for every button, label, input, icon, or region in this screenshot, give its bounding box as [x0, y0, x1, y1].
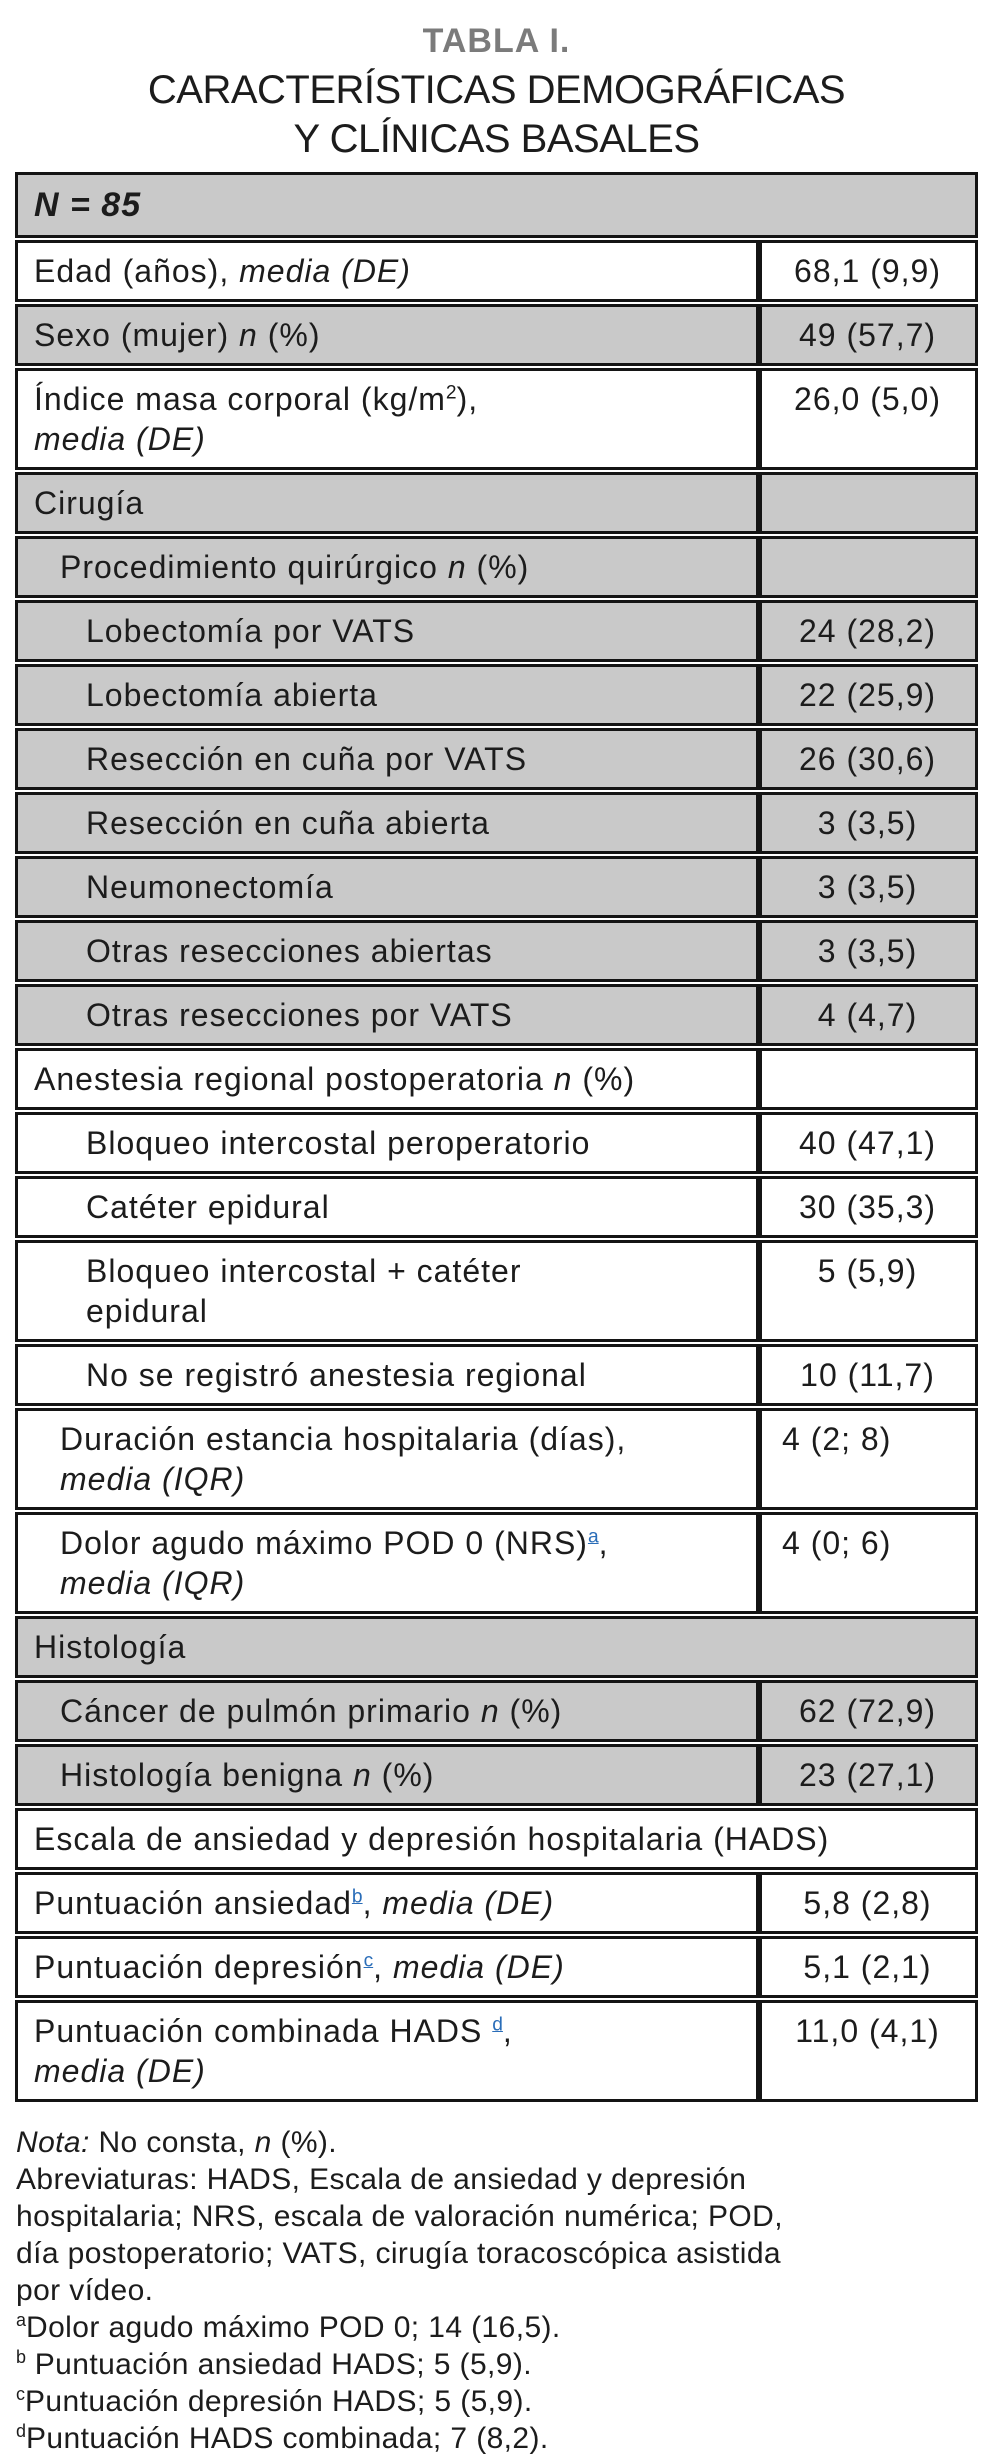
text-segment: Duración estancia hospitalaria (días),: [60, 1421, 627, 1457]
table-row: [15, 368, 978, 470]
row-label: [15, 1112, 759, 1174]
footnote: [16, 2420, 979, 2457]
text-segment: día postoperatorio; VATS, cirugía toracoscópica asistida: [16, 2237, 782, 2270]
text-segment: media (DE): [239, 253, 411, 289]
footnote-ref-link[interactable]: a: [587, 1526, 599, 1548]
table-row: [15, 1176, 978, 1238]
row-label: [15, 240, 759, 302]
row-value: 24 (28,2): [759, 600, 978, 662]
table-row: [15, 1680, 978, 1742]
row-value: 4 (4,7): [759, 984, 978, 1046]
row-value: 10 (11,7): [759, 1344, 978, 1406]
table-row: [15, 536, 978, 598]
text-segment: Índice masa corporal (kg/m: [34, 381, 446, 417]
superscript: 2: [445, 382, 457, 404]
row-label: [15, 600, 759, 662]
table-row: [15, 1936, 978, 1998]
text-segment: (%): [466, 549, 530, 585]
row-label: [15, 1808, 978, 1870]
row-value: 4 (0; 6): [759, 1512, 978, 1614]
text-segment: (%): [371, 1757, 435, 1793]
table-row: [15, 728, 978, 790]
text-segment: n: [447, 549, 467, 585]
table-row: [15, 172, 978, 238]
text-segment: media (DE): [34, 421, 206, 457]
text-segment: Puntuación ansiedad HADS; 5 (5,9).: [26, 2348, 532, 2381]
table-title-line-1: CARACTERÍSTICAS DEMOGRÁFICAS: [147, 68, 846, 112]
row-value: 5,1 (2,1): [759, 1936, 978, 1998]
row-label: [15, 368, 759, 470]
row-label: [15, 1936, 759, 1998]
text-segment: Abreviaturas: HADS, Escala de ansiedad y depresión: [16, 2163, 747, 2196]
table-title-block: [0, 0, 993, 164]
text-segment: Puntuación depresión: [34, 1949, 364, 1985]
text-segment: ,: [373, 1949, 393, 1985]
text-segment: (%).: [271, 2126, 338, 2159]
text-segment: Neumonectomía: [86, 869, 334, 905]
text-segment: N = 85: [34, 186, 142, 224]
text-segment: Cirugía: [34, 485, 145, 521]
superscript: b: [16, 2347, 27, 2367]
text-segment: media (DE): [34, 2053, 206, 2089]
footnote-ref-link[interactable]: d: [492, 2014, 503, 2036]
text-segment: media (DE): [392, 1949, 565, 1985]
row-value: 3 (3,5): [759, 856, 978, 918]
row-value: 30 (35,3): [759, 1176, 978, 1238]
row-label: [15, 1744, 759, 1806]
row-value: 11,0 (4,1): [759, 2000, 978, 2102]
table-body: [15, 172, 978, 2102]
row-label: [15, 664, 759, 726]
row-label: [15, 1344, 759, 1406]
row-label: [15, 856, 759, 918]
table-row: [15, 664, 978, 726]
demographics-table: [15, 170, 978, 2104]
table-row: [15, 984, 978, 1046]
table-row: [15, 1240, 978, 1342]
row-value: 49 (57,7): [759, 304, 978, 366]
text-segment: Resección en cuña por VATS: [86, 741, 528, 777]
text-segment: n: [553, 1061, 573, 1097]
footnote-ref-link[interactable]: b: [351, 1886, 363, 1908]
text-segment: ,: [502, 2013, 513, 2049]
text-segment: hospitalaria; NRS, escala de valoración numérica; POD,: [16, 2200, 783, 2233]
text-segment: media (IQR): [60, 1461, 246, 1497]
table-row: [15, 1048, 978, 1110]
row-label: [15, 728, 759, 790]
text-segment: Bloqueo intercostal + catéter: [86, 1253, 522, 1289]
footnote: [16, 2309, 979, 2346]
table-title-line-2: Y CLÍNICAS BASALES: [293, 117, 700, 161]
table-number-heading: TABLA I.: [422, 22, 571, 60]
row-value: 26,0 (5,0): [759, 368, 978, 470]
table-row: [15, 1112, 978, 1174]
row-label: [15, 172, 978, 238]
text-segment: media (IQR): [60, 1565, 246, 1601]
text-segment: Dolor agudo máximo POD 0 (NRS): [60, 1525, 588, 1561]
text-segment: Nota:: [16, 2126, 90, 2159]
text-segment: Procedimiento quirúrgico: [60, 549, 448, 585]
text-segment: Edad (años),: [34, 253, 240, 289]
text-segment: Sexo (mujer): [34, 317, 240, 353]
row-label: [15, 792, 759, 854]
text-segment: ,: [598, 1525, 609, 1561]
row-label: [15, 1408, 759, 1510]
text-segment: ),: [456, 381, 479, 417]
table-row: [15, 1616, 978, 1678]
text-segment: Cáncer de pulmón primario: [60, 1693, 481, 1729]
table-row: [15, 856, 978, 918]
table-row: [15, 792, 978, 854]
text-segment: Escala de ansiedad y depresión hospitalaria (HADS): [34, 1821, 830, 1857]
text-segment: Lobectomía por VATS: [86, 613, 416, 649]
footnote: [16, 2161, 979, 2309]
row-value: 22 (25,9): [759, 664, 978, 726]
text-segment: ,: [362, 1885, 383, 1921]
superscript: a: [16, 2310, 27, 2330]
text-segment: Anestesia regional postoperatoria: [34, 1061, 554, 1097]
row-value: 5,8 (2,8): [759, 1872, 978, 1934]
table-row: [15, 240, 978, 302]
footnotes: [16, 2124, 979, 2457]
text-segment: (%): [572, 1061, 636, 1097]
row-value: 4 (2; 8): [759, 1408, 978, 1510]
row-label: [15, 1048, 759, 1110]
text-segment: n: [352, 1757, 372, 1793]
footnote-ref-link[interactable]: c: [363, 1950, 374, 1972]
row-label: [15, 984, 759, 1046]
row-label: [15, 1512, 759, 1614]
text-segment: (%): [499, 1693, 563, 1729]
superscript: c: [16, 2384, 25, 2404]
superscript: d: [16, 2421, 27, 2441]
row-value: 5 (5,9): [759, 1240, 978, 1342]
row-value: 26 (30,6): [759, 728, 978, 790]
text-segment: Otras resecciones por VATS: [86, 997, 513, 1033]
row-value: 62 (72,9): [759, 1680, 978, 1742]
text-segment: media (DE): [382, 1885, 555, 1921]
text-segment: Histología benigna: [60, 1757, 353, 1793]
table-row: [15, 1744, 978, 1806]
table-row: [15, 1872, 978, 1934]
text-segment: por vídeo.: [16, 2274, 154, 2307]
row-label: [15, 304, 759, 366]
text-segment: Catéter epidural: [86, 1189, 330, 1225]
text-segment: epidural: [86, 1293, 208, 1329]
text-segment: Lobectomía abierta: [86, 677, 378, 713]
row-value: 23 (27,1): [759, 1744, 978, 1806]
text-segment: Histología: [34, 1629, 187, 1665]
footnote: [16, 2124, 979, 2161]
text-segment: Puntuación combinada HADS: [34, 2013, 493, 2049]
row-value: [759, 536, 978, 598]
row-label: [15, 472, 759, 534]
footnote: [16, 2383, 979, 2420]
row-label: [15, 1872, 759, 1934]
table-row: [15, 472, 978, 534]
text-segment: Resección en cuña abierta: [86, 805, 490, 841]
row-label: [15, 536, 759, 598]
row-label: [15, 920, 759, 982]
row-value: [759, 1048, 978, 1110]
table-row: [15, 1808, 978, 1870]
row-label: [15, 1616, 978, 1678]
table-row: [15, 304, 978, 366]
text-segment: Puntuación HADS combinada; 7 (8,2).: [26, 2422, 549, 2455]
row-label: [15, 1240, 759, 1342]
row-label: [15, 1176, 759, 1238]
table-row: [15, 920, 978, 982]
text-segment: Bloqueo intercostal peroperatorio: [86, 1125, 591, 1161]
text-segment: n: [480, 1693, 500, 1729]
table-row: [15, 1408, 978, 1510]
row-value: 68,1 (9,9): [759, 240, 978, 302]
text-segment: n: [239, 317, 258, 353]
table-row: [15, 600, 978, 662]
row-value: 40 (47,1): [759, 1112, 978, 1174]
footnote: [16, 2346, 979, 2383]
row-value: 3 (3,5): [759, 792, 978, 854]
row-value: 3 (3,5): [759, 920, 978, 982]
table-row: [15, 2000, 978, 2102]
text-segment: Puntuación ansiedad: [34, 1885, 352, 1921]
table-row: [15, 1512, 978, 1614]
text-segment: No consta,: [89, 2126, 255, 2159]
text-segment: No se registró anestesia regional: [86, 1357, 587, 1393]
text-segment: (%): [257, 317, 321, 353]
table-row: [15, 1344, 978, 1406]
row-value: [759, 472, 978, 534]
row-label: [15, 1680, 759, 1742]
text-segment: n: [254, 2126, 272, 2159]
row-label: [15, 2000, 759, 2102]
text-segment: Puntuación depresión HADS; 5 (5,9).: [25, 2385, 533, 2418]
text-segment: Otras resecciones abiertas: [86, 933, 493, 969]
text-segment: Dolor agudo máximo POD 0; 14 (16,5).: [26, 2311, 561, 2344]
